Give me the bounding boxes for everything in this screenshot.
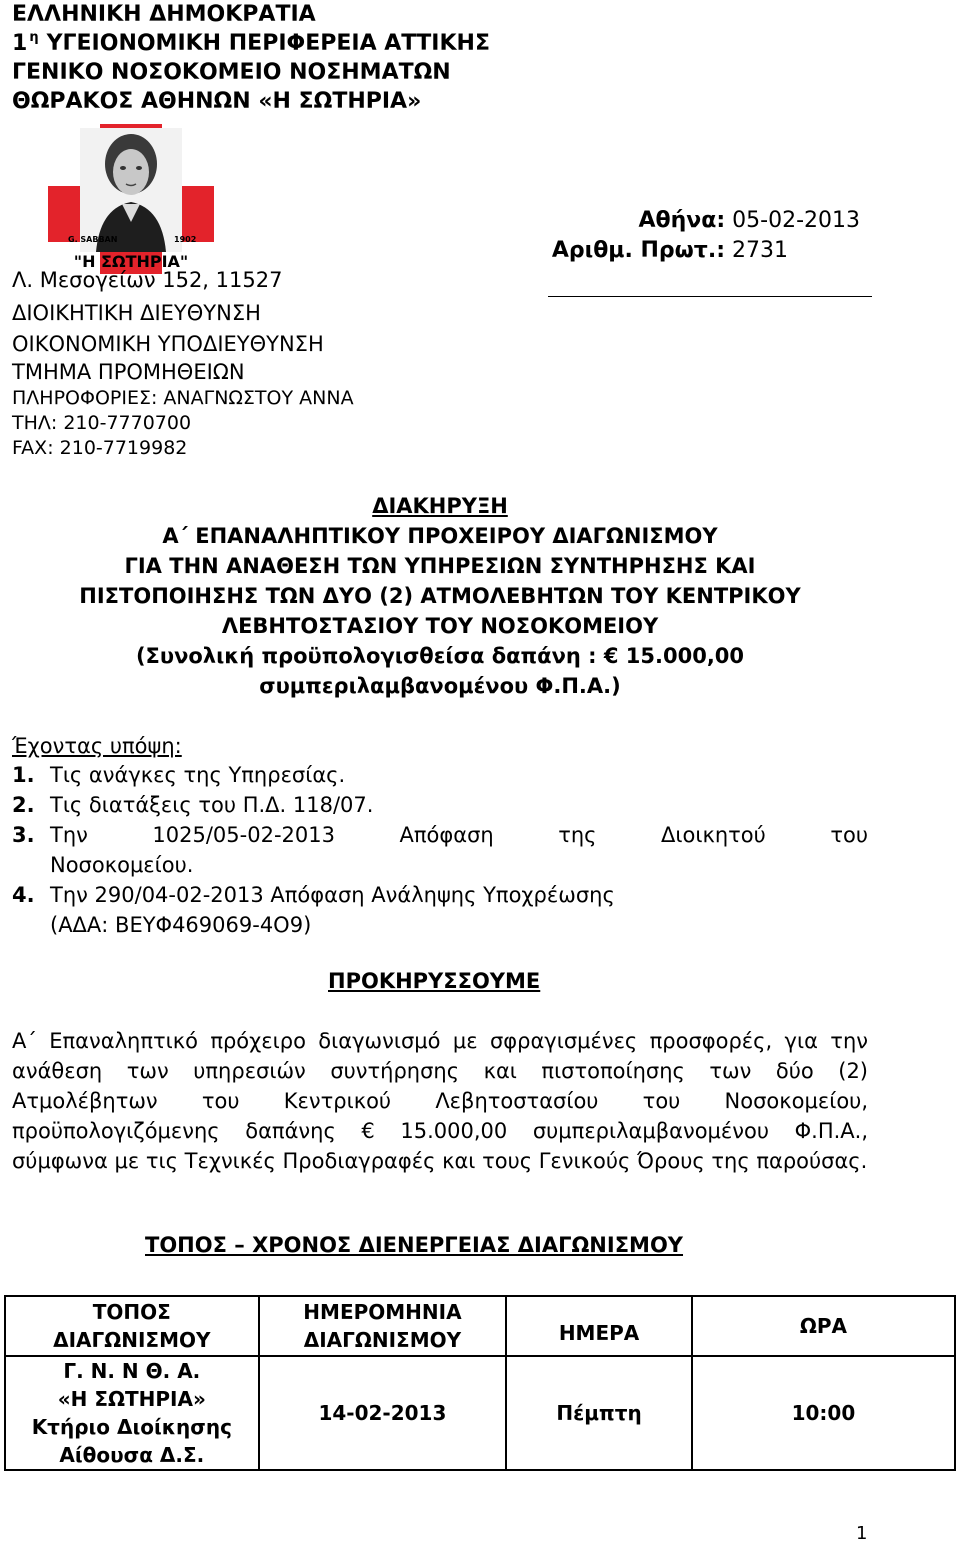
header-line-1: ΕΛΛΗΝΙΚΗ ΔΗΜΟΚΡΑΤΙΑ [12,2,316,27]
header-day-line-1: ΗΜΕΡΑ [558,1321,640,1345]
protocol-label: Αριθμ. Πρωτ.: [551,238,725,263]
page-number: 1 [856,1523,868,1544]
considering-item-4 [12,880,868,940]
header-line-2-sup: η [29,30,39,45]
header-rule [548,296,872,297]
item-text: Την 290/04-02-2013 Απόφαση Ανάληψης Υποχρέωσης [50,883,615,907]
title-line-4: ΛΕΒΗΤΟΣΤΑΣΙΟΥ ΤΟΥ ΝΟΣΟΚΟΜΕΙΟΥ [221,614,659,638]
header-place [5,1296,259,1356]
considering-item-1 [12,760,868,790]
header-place-line-2: ΔΙΑΓΩΝΙΣΜΟΥ [53,1328,211,1352]
title-line-6: συμπεριλαμβανομένου Φ.Π.Α.) [259,674,621,698]
place-line-4: Αίθουσα Δ.Σ. [59,1443,205,1467]
considering-item-3 [12,820,868,880]
schedule-table [4,1295,956,1471]
schedule-data-row [5,1356,955,1470]
address-info: ΠΛΗΡΟΦΟΡΙΕΣ: ΑΝΑΓΝΩΣΤΟΥ ΑΝΝΑ [12,387,354,409]
header-line-3: ΓΕΝΙΚΟ ΝΟΣΟΚΟΜΕΙΟ ΝΟΣΗΜΑΤΩΝ [12,60,451,85]
item-text: Τις διατάξεις του Π.Δ. 118/07. [50,793,374,817]
header-time [692,1296,955,1356]
header-line-2 [12,29,490,61]
address-dept-1: ΔΙΟΙΚΗΤΙΚΗ ΔΙΕΥΘΥΝΣΗ [12,301,261,325]
header-date [259,1296,507,1356]
header-day [506,1296,692,1356]
item-number: 4. [12,883,35,907]
proclaim-paragraph: Α΄ Επαναληπτικό πρόχειρο διαγωνισμό με σφραγισμένες προσφορές, για την ανάθεση των υπηρεσιών συντήρησης και πιστοποίησης των δύο (2) Ατμολέβητων του Κεντρικού Λεβητοστασίου του Νοσοκομείου, προϋπολογιζόμενης δαπάνης € 15.000,00 συμπεριλαμβανομένου Φ.Π.Α., σύμφωνα με τις Τεχνικές Προδιαγραφές και τους Γενικούς Όρους της παρούσας. [12,1029,868,1173]
cell-day: Πέμπτη [506,1356,692,1470]
address-dept-2: ΟΙΚΟΝΟΜΙΚΗ ΥΠΟΔΙΕΥΘΥΝΣΗ [12,332,324,356]
header-place-line-1: ΤΟΠΟΣ [92,1300,171,1324]
address-tel: ΤΗΛ: 210-7770700 [12,412,192,434]
item-text: Την 1025/05-02-2013 Απόφαση της Διοικητού του Νοσοκομείου. [50,823,868,877]
title-line-5: (Συνολική προϋπολογισθείσα δαπάνη : € 15.000,00 [135,644,745,668]
logo-right-text: 1902 [174,235,197,244]
considering-item-2 [12,790,868,820]
schedule-header-row [5,1296,955,1356]
cell-place [5,1356,259,1470]
address-dept-3: ΤΜΗΜΑ ΠΡΟΜΗΘΕΙΩΝ [12,360,245,384]
cell-date: 14-02-2013 [259,1356,507,1470]
date-value: 05-02-2013 [732,208,860,233]
item-text-2: (ΑΔΑ: ΒΕΥΦ469069-4Ο9) [50,913,312,937]
protocol-number [552,236,788,266]
considering-label: Έχοντας υπόψη: [12,734,182,758]
date-label: Αθήνα: [638,208,726,233]
place-line-2: «Η ΣΩΤΗΡΙΑ» [57,1387,206,1411]
title-block [0,491,880,701]
logo-caption: "Η ΣΩΤΗΡΙΑ" [73,252,189,271]
place-line-1: Γ. Ν. Ν Θ. Α. [63,1359,201,1383]
cell-time: 10:00 [692,1356,955,1470]
address-street: Λ. Μεσογείων 152, 11527 [12,268,283,292]
header-date-line-1: ΗΜΕΡΟΜΗΝΙΑ [303,1300,462,1324]
item-number: 1. [12,763,35,787]
address-fax: FAX: 210-7719982 [12,437,188,459]
logo-left-text: G. SABBAN [68,235,118,244]
schedule-heading: ΤΟΠΟΣ – ΧΡΟΝΟΣ ΔΙΕΝΕΡΓΕΙΑΣ ΔΙΑΓΩΝΙΣΜΟΥ [145,1233,684,1257]
protocol-value: 2731 [732,238,788,263]
item-number: 2. [12,793,35,817]
header-time-line-1: ΩΡΑ [799,1314,847,1338]
proclaim-heading: ΠΡΟΚΗΡΥΣΣΟΥΜΕ [328,969,541,993]
item-number: 3. [12,823,35,847]
place-line-3: Κτήριο Διοίκησης [31,1415,232,1439]
header-date-line-2: ΔΙΑΓΩΝΙΣΜΟΥ [303,1328,462,1352]
document-date [638,206,860,236]
hospital-logo [48,124,214,274]
title-line-1: Α΄ ΕΠΑΝΑΛΗΠΤΙΚΟΥ ΠΡΟΧΕΙΡΟΥ ΔΙΑΓΩΝΙΣΜΟΥ [162,524,718,548]
title-line-2: ΓΙΑ ΤΗΝ ΑΝΑΘΕΣΗ ΤΩΝ ΥΠΗΡΕΣΙΩΝ ΣΥΝΤΗΡΗΣΗΣ ΚΑΙ [124,554,756,578]
title-heading: ΔΙΑΚΗΡΥΞΗ [372,494,508,518]
header-line-4: ΘΩΡΑΚΟΣ ΑΘΗΝΩΝ «Η ΣΩΤΗΡΙΑ» [12,89,422,114]
item-text: Τις ανάγκες της Υπηρεσίας. [50,763,346,787]
header-line-2-number: 1 [12,31,28,56]
header-line-2-text: ΥΓΕΙΟΝΟΜΙΚΗ ΠΕΡΙΦΕΡΕΙΑ ΑΤΤΙΚΗΣ [46,31,490,56]
title-line-3: ΠΙΣΤΟΠΟΙΗΣΗΣ ΤΩΝ ΔΥΟ (2) ΑΤΜΟΛΕΒΗΤΩΝ ΤΟΥ ΚΕΝΤΡΙΚΟΥ [79,584,801,608]
